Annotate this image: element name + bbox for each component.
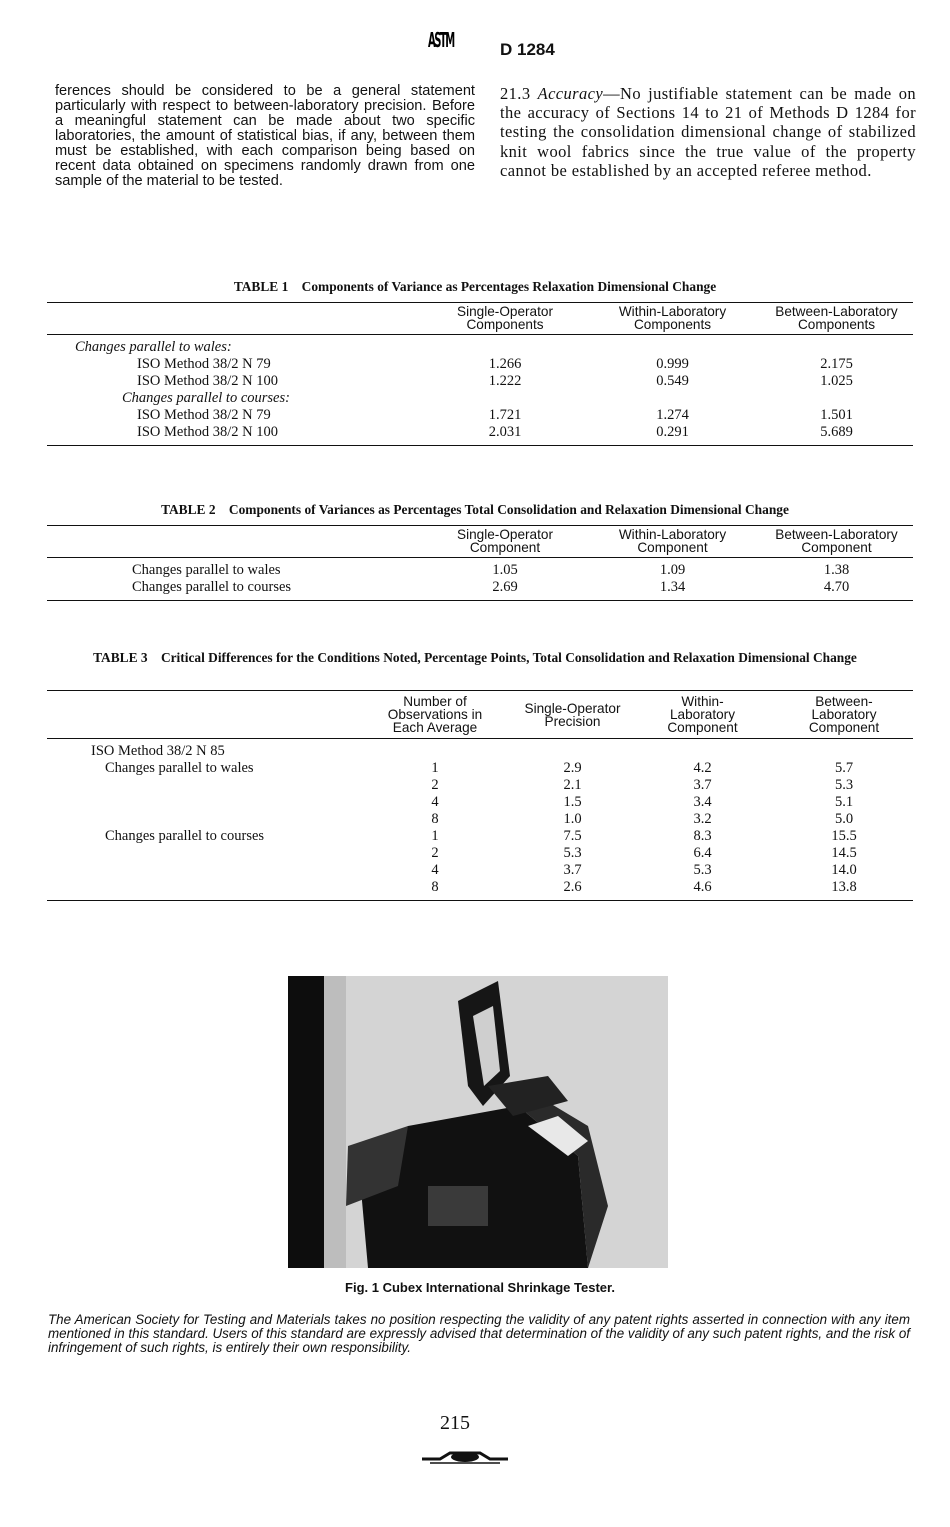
cell-value: 1.222 — [488, 373, 522, 389]
table2-caption — [55, 502, 895, 518]
table-row — [47, 760, 913, 777]
table-row — [47, 424, 913, 446]
cell-value: 4.6 — [630, 879, 775, 901]
intro-left-text: ferences should be considered to be a general statement particularly with respect to between-laboratory precision. Before a meaningful statement can be made about two specific laboratories, the amount of statistical bias, if any, between them must be established, with each comparison being based on recent data obtained on specimens randomly drawn from one sample of the material to be tested. — [55, 83, 475, 189]
table3 — [47, 690, 913, 901]
table-row — [47, 390, 913, 407]
cell-value: 1.0 — [563, 811, 582, 827]
section-number: 21.3 — [500, 84, 531, 103]
cell-value: 4 — [431, 862, 439, 878]
cell-value: 14.5 — [831, 845, 857, 861]
cell-value: 6.4 — [693, 845, 712, 861]
table-row — [47, 879, 913, 901]
table1-header-label — [47, 303, 425, 335]
cell-value: 1.05 — [492, 562, 518, 578]
row-label: ISO Method 38/2 N 79 — [137, 407, 271, 423]
cell-value: 5.1 — [834, 794, 854, 810]
cell-value: 1.266 — [488, 356, 522, 372]
svg-text:ASTM: ASTM — [428, 28, 454, 53]
table1-header-within-lab: Within-Laboratory Components — [585, 303, 760, 335]
figure-caption: Fig. 1 Cubex International Shrinkage Tester. — [345, 1280, 615, 1295]
table-row — [47, 356, 913, 373]
table3-header-within-lab: Within-Laboratory Component — [630, 691, 775, 739]
standard-code: D 1284 — [500, 40, 555, 59]
cell-value: 3.2 — [693, 811, 712, 827]
table2-header-between-lab: Between-Laboratory Component — [760, 526, 913, 558]
accuracy-paragraph — [500, 84, 916, 180]
cell-value: 2 — [431, 845, 439, 861]
table1-label: TABLE 1 — [233, 279, 289, 294]
accuracy-text: —No justifiable statement can be made on the accuracy of Sections 14 to 21 of Methods D 1284 for testing the consolidation dimensional change of stabilized knit wool fabrics since the true value of the property cannot be established by an accepted referee method. — [500, 84, 916, 180]
table-row — [47, 811, 913, 828]
cell-value: 2.9 — [563, 760, 582, 776]
table-row — [47, 845, 913, 862]
group-label: Changes parallel to courses: — [122, 390, 290, 406]
page-number: 215 — [440, 1412, 470, 1434]
row-label: Changes parallel to courses — [47, 579, 425, 601]
table1-header-single-operator: Single-Operator Components — [425, 303, 585, 335]
group-label: Changes parallel to wales: — [75, 339, 232, 355]
table3-title: Critical Differences for the Conditions Noted, Percentage Points, Total Consolidation and Relaxation Dimensional Change — [160, 650, 857, 665]
method-label: ISO Method 38/2 N 85 — [91, 743, 225, 759]
table3-header-observations: Number of Observations in Each Average — [355, 691, 515, 739]
table-row — [47, 828, 913, 845]
table3-header-label — [47, 691, 355, 739]
footer-ornament-icon — [420, 1445, 510, 1472]
cell-value: 1 — [431, 828, 439, 844]
table-row — [47, 558, 913, 580]
cell-value: 0.549 — [656, 373, 689, 389]
cell-value: 0.291 — [585, 424, 760, 446]
cell-value: 5.7 — [834, 760, 854, 776]
table-row — [47, 335, 913, 357]
group-label: Changes parallel to courses — [105, 828, 265, 844]
row-label: ISO Method 38/2 N 100 — [137, 373, 278, 389]
cell-value: 0.999 — [656, 356, 689, 372]
cell-value: 5.3 — [834, 777, 854, 793]
cell-value: 1.5 — [563, 794, 582, 810]
cell-value: 1.38 — [823, 562, 850, 578]
cell-value: 4.2 — [693, 760, 712, 776]
row-label: ISO Method 38/2 N 79 — [137, 356, 271, 372]
cell-value: 1.274 — [656, 407, 689, 423]
cell-value: 4 — [431, 794, 439, 810]
table2-header-label — [47, 526, 425, 558]
cell-value: 5.689 — [760, 424, 913, 446]
cell-value: 7.5 — [563, 828, 582, 844]
table1-header-between-lab: Between-Laboratory Components — [760, 303, 913, 335]
cell-value: 3.4 — [693, 794, 712, 810]
cell-value: 15.5 — [831, 828, 857, 844]
table-row — [47, 579, 913, 601]
table1 — [47, 302, 913, 446]
shrinkage-tester-illustration — [288, 976, 668, 1268]
cell-value: 1.025 — [820, 373, 853, 389]
cell-value: 2 — [431, 777, 439, 793]
row-label: ISO Method 38/2 N 100 — [47, 424, 425, 446]
table3-caption — [55, 650, 895, 666]
table2-label: TABLE 2 — [161, 502, 216, 517]
cell-value: 5.3 — [563, 845, 582, 861]
table-row — [47, 373, 913, 390]
table-row — [47, 407, 913, 424]
table2 — [47, 525, 913, 601]
cell-value: 4.70 — [760, 579, 913, 601]
cell-value: 1.09 — [659, 562, 686, 578]
table-row — [47, 739, 913, 761]
cell-value: 2.6 — [515, 879, 630, 901]
cell-value: 2.031 — [425, 424, 585, 446]
table2-header-single-operator: Single-Operator Component — [425, 526, 585, 558]
intro-left-column — [55, 84, 475, 189]
cell-value: 2.1 — [563, 777, 582, 793]
cell-value: 1.501 — [820, 407, 853, 423]
cell-value: 8.3 — [693, 828, 712, 844]
table-row — [47, 777, 913, 794]
patent-notice: The American Society for Testing and Materials takes no position respecting the validity of any patent rights asserted in connection with any item mentioned in this standard. Users of this standard are expressly advised that determination of the validity of any such patent rights, and the risk of infringement of such rights, is entirely their own responsibility. — [48, 1312, 910, 1355]
table3-label: TABLE 3 — [93, 650, 148, 665]
astm-logo-icon — [428, 26, 486, 54]
table2-title: Components of Variances as Percentages Total Consolidation and Relaxation Dimensional Change — [228, 502, 789, 517]
cell-value: 8 — [355, 879, 515, 901]
accuracy-heading: Accuracy — [537, 84, 604, 103]
table3-header-single-operator: Single-Operator Precision — [515, 691, 630, 739]
row-label: Changes parallel to wales — [132, 562, 281, 578]
shrinkage-tester-photo — [288, 976, 668, 1268]
cell-value: 8 — [431, 811, 439, 827]
cell-value: 1.721 — [488, 407, 522, 423]
cell-value: 2.175 — [820, 356, 853, 372]
table2-header-within-lab: Within-Laboratory Component — [585, 526, 760, 558]
cell-value: 2.69 — [425, 579, 585, 601]
cell-value: 13.8 — [775, 879, 913, 901]
table1-title: Components of Variance as Percentages Relaxation Dimensional Change — [301, 279, 717, 294]
intro-right-column — [500, 84, 916, 180]
cell-value: 3.7 — [693, 777, 712, 793]
cell-value: 14.0 — [831, 862, 857, 878]
table-row — [47, 794, 913, 811]
cell-value: 3.7 — [563, 862, 582, 878]
table1-caption — [55, 279, 895, 295]
cell-value: 1.34 — [585, 579, 760, 601]
cell-value: 5.0 — [834, 811, 854, 827]
astm-logo — [428, 26, 486, 59]
cell-value: 1 — [431, 760, 439, 776]
cell-value: 5.3 — [693, 862, 712, 878]
group-label: Changes parallel to wales — [105, 760, 254, 776]
table3-header-between-lab: Between-Laboratory Component — [775, 691, 913, 739]
table-row — [47, 862, 913, 879]
